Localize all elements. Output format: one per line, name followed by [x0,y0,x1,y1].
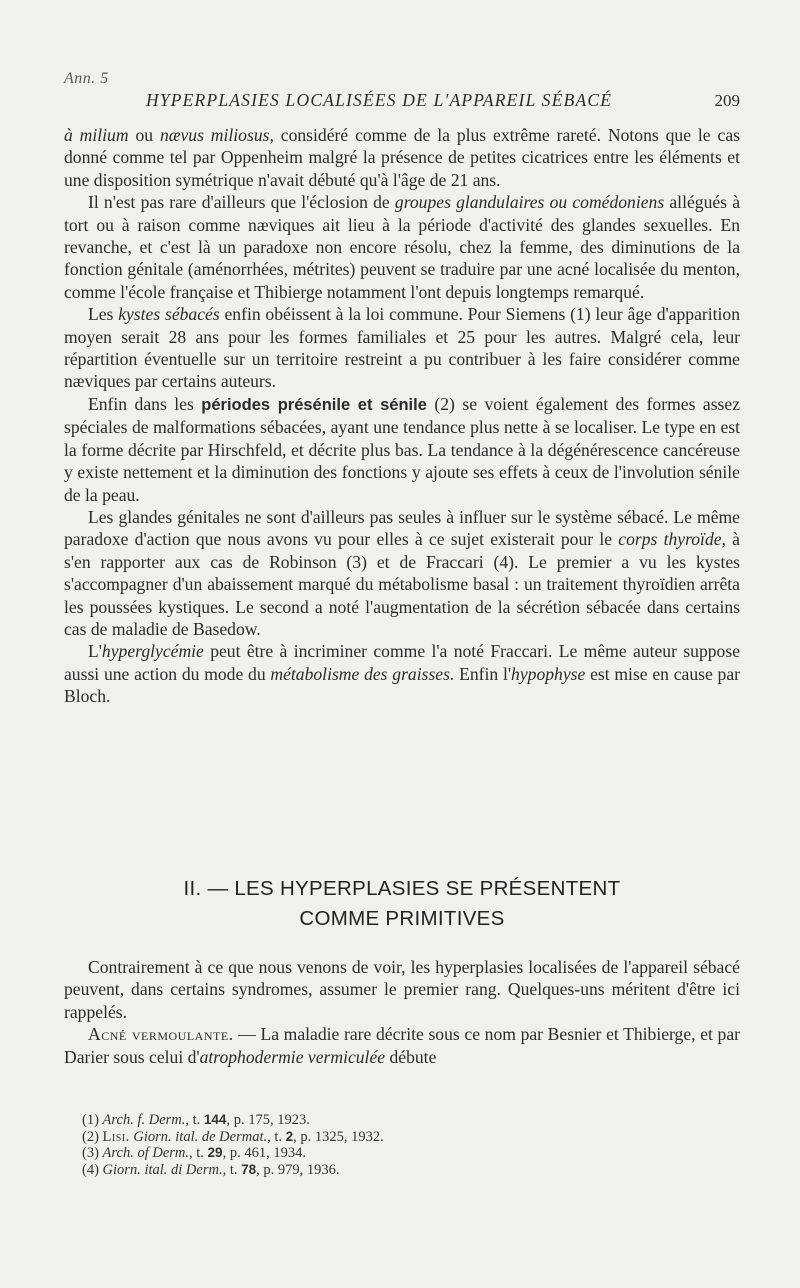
footnote-number: (3) [82,1145,103,1161]
text-small-caps: Acné vermoulante. [88,1024,234,1045]
text-italic: groupes glandulaires ou comédoniens [394,192,665,213]
text: allégués à tort ou à raison comme næviques ait lieu à la période d'activité des glandes sexuelles. En revanche, et c'est là un paradoxe non encore résolu, chez la femme, des diminutions de la fonction génitale (aménorrhées, métrites) peuvent se traduire par une acné localisée du menton, comme l'école française et Thibierge notamment l'ont depuis longtemps remarqué. [64,192,741,302]
footnote [82,1112,722,1129]
paragraph [64,506,740,640]
section-heading-line: II. — LES HYPERPLASIES SE PRÉSENTENT [183,877,621,900]
footnote-volume: 29 [207,1145,223,1160]
text: Enfin l' [454,663,512,684]
text: Les glandes génitales ne sont d'ailleurs pas seules à influer sur le système sébacé. Le même paradoxe d'action que nous avons vu pour elles à ce sujet existerait pour le [64,506,740,550]
text: L' [88,641,102,662]
text-italic: à milium [64,125,129,145]
text: t. [192,1145,208,1161]
text-italic: hypophyse [511,663,586,684]
text: à s'en rapporter aux cas de Robinson (3) et de Fraccari (4). Le premier a vu les kystes s'accompagner d'un abaissement marqué du métabolisme basal : un traitement thyroïdien arrêta les poussées kystiques. Le second a noté l'augmentation de la sécrétion sébacée dans certains cas de maladie de Basedow. [64,529,740,639]
section-text [64,956,740,1068]
paragraph [64,1023,740,1068]
text-italic: corps thyroïde, [618,529,726,550]
text: t. [226,1161,242,1178]
footnote-author: Lisi. [102,1128,130,1145]
footnotes [82,1112,722,1178]
text: peut être à incriminer comme l'a noté Fraccari. Le même auteur suppose aussi une action du mode du [64,641,740,684]
text: ou [128,125,160,145]
text: , p. 1325, 1932. [293,1128,384,1145]
journal-abbreviation: Ann. 5 [64,70,109,87]
footnote [82,1145,722,1162]
footnote-number: (2) [82,1128,103,1145]
text: , p. 979, 1936. [256,1161,340,1178]
text: (2) se voient également des formes assez spéciales de malformations sébacées, ayant une tendance plus nette à se localiser. Le type en est la forme décrite par Hirschfeld, et décrite plus bas. La tendance à la dégénérescence cancéreuse y existe nettement et la diminution des fonctions y ajoute ses effets à ceux de l'involution sénile de la peau. [64,393,741,505]
page-number: 209 [714,91,740,110]
footnote-volume: 144 [203,1112,227,1127]
text-italic: kystes sébacés [118,304,220,325]
paragraph [64,393,740,506]
text: Enfin dans les [88,393,202,414]
text: considéré comme de la plus extrême rareté. Notons que le cas donné comme tel par Oppenheim malgré la présence de petites cicatrices entre les éléments et une disposition symétrique n'avait débuté qu'à l'âge de 21 ans. [64,125,740,190]
text-italic: métabolisme des graisses. [270,663,455,684]
paragraph [64,191,740,303]
text: débute [385,1046,437,1067]
footnote-volume: 2 [285,1128,294,1144]
footnote-source: Arch. of Derm., [102,1145,193,1161]
footnote-number: (1) [82,1112,103,1128]
text: Les [88,304,119,325]
paragraph [64,303,740,393]
text-italic: atrophodermie vermiculée [199,1046,386,1067]
text: enfin obéissent à la loi commune. Pour Siemens (1) leur âge d'apparition moyen serait 28 ans pour les formes familiales et 25 pour les autres. Malgré cela, leur répartition éventuelle sur un territoire restreint a pu contribuer à les faire considérer comme næviques par certains auteurs. [64,304,740,392]
paragraph: Contrairement à ce que nous venons de voir, les hyperplasies localisées de l'appareil sébacé peuvent, dans certains syndromes, assumer le premier rang. Quelques-uns méritent d'être ici rappelés. [64,957,740,1022]
paragraph [64,124,740,191]
footnote [82,1162,722,1179]
text-italic: hyperglycémie [101,641,204,662]
text-bold: périodes présénile et sénile [201,395,427,414]
footnote-source: Arch. f. Derm., [102,1112,189,1128]
footnote-number: (4) [82,1161,103,1178]
text: , p. 461, 1934. [222,1145,306,1161]
footnote-source: Giorn. ital. di Derm., [102,1161,227,1178]
running-title: HYPERPLASIES LOCALISÉES DE L'APPAREIL SÉBACÉ [146,90,613,110]
text: , p. 175, 1923. [226,1112,310,1128]
paragraph [64,640,740,707]
main-text [64,124,740,708]
section-heading-line: COMME PRIMITIVES [299,907,505,930]
text-italic: nævus miliosus, [159,125,274,145]
text: t. [270,1128,286,1145]
text: — La maladie rare décrite sous ce nom par Besnier et Thibierge, et par Darier sous celui d' [64,1024,741,1067]
footnote [82,1129,722,1146]
footnote-volume: 78 [241,1161,257,1177]
text: t. [189,1112,204,1128]
text: est mise en cause par Bloch. [64,663,741,707]
section-heading [64,874,740,934]
footnote-source: Giorn. ital. de Dermat., [129,1128,271,1145]
text: Il n'est pas rare d'ailleurs que l'éclosion de [88,192,395,213]
